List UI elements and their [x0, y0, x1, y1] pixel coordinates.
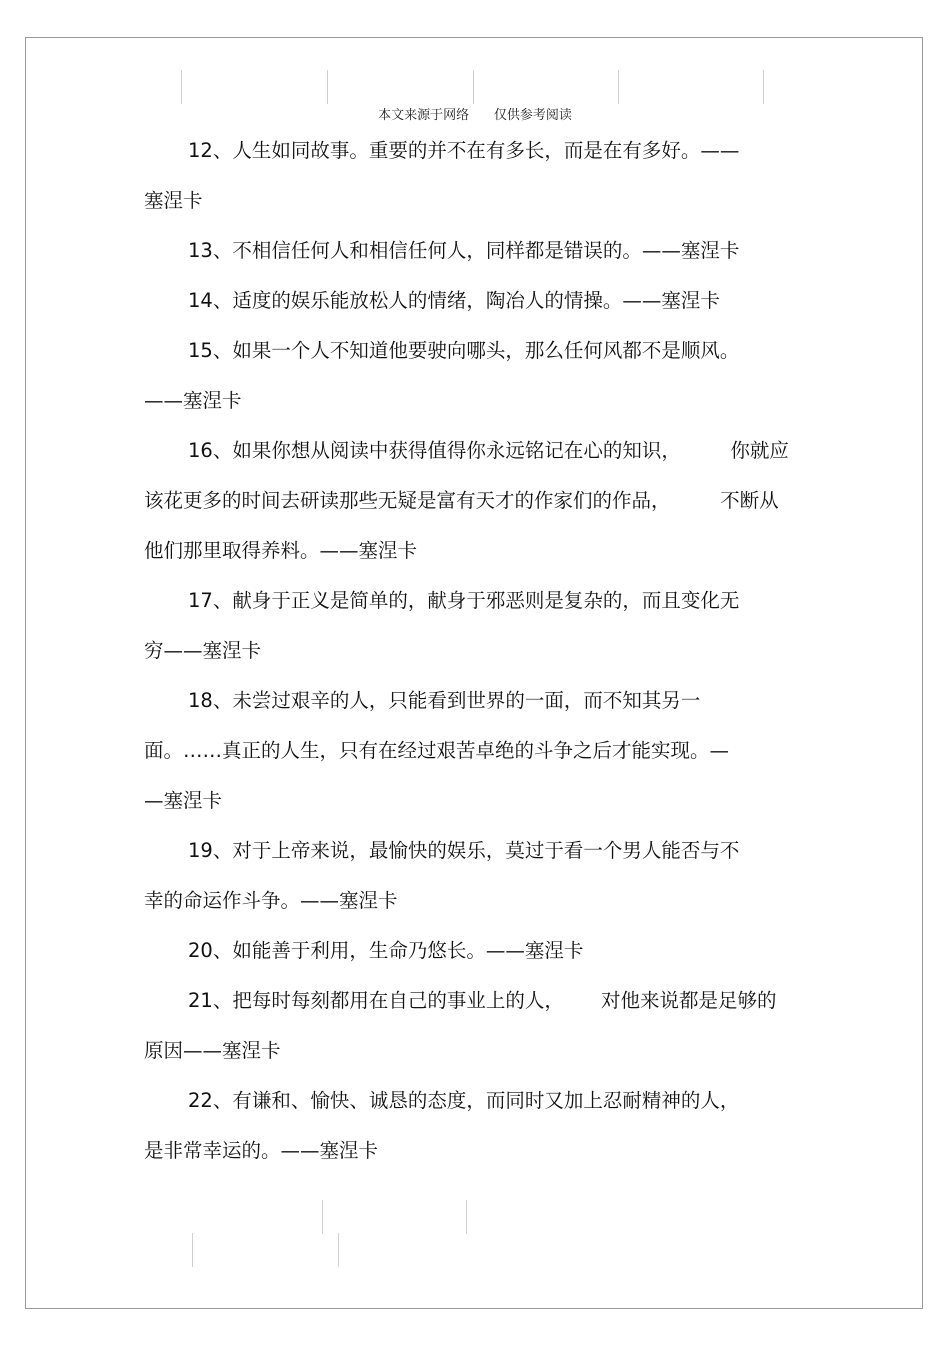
decor-rule — [618, 70, 619, 104]
decor-rule — [327, 70, 328, 104]
body-line: 是非常幸运的。——塞涅卡 — [144, 1139, 379, 1162]
body-line: 12、人生如同故事。重要的并不在有多长，而是在有多好。—— — [188, 139, 740, 162]
decor-rule — [763, 70, 764, 104]
page-frame — [25, 37, 923, 1309]
header-note: 本文来源于网络 仅供参考阅读 — [378, 108, 572, 123]
body-line: 该花更多的时间去研读那些无疑是富有天才的作家们的作品， 不断从 — [144, 489, 779, 512]
decor-rule — [322, 1200, 323, 1234]
decor-rule — [181, 70, 182, 104]
body-line: 面。……真正的人生，只有在经过艰苦卓绝的斗争之后才能实现。— — [144, 739, 730, 762]
body-line: 21、把每时每刻都用在自己的事业上的人， 对他来说都是足够的 — [188, 989, 777, 1012]
body-line: 14、适度的娱乐能放松人的情绪，陶冶人的情操。——塞涅卡 — [188, 289, 720, 312]
body-line: 原因——塞涅卡 — [144, 1039, 281, 1062]
body-line: 幸的命运作斗争。——塞涅卡 — [144, 889, 398, 912]
body-line: 13、不相信任何人和相信任何人，同样都是错误的。——塞涅卡 — [188, 239, 740, 262]
body-line: 20、如能善于利用，生命乃悠长。——塞涅卡 — [188, 939, 584, 962]
body-line: —塞涅卡 — [144, 789, 223, 812]
decor-rule — [473, 70, 474, 104]
body-line: 穷——塞涅卡 — [144, 639, 262, 662]
body-line: 他们那里取得养料。——塞涅卡 — [144, 539, 418, 562]
decor-rule — [466, 1200, 467, 1234]
body-line: ——塞涅卡 — [144, 389, 242, 412]
body-line: 塞涅卡 — [144, 189, 203, 212]
body-line: 18、未尝过艰辛的人，只能看到世界的一面，而不知其另一 — [188, 689, 701, 712]
decor-rule — [338, 1233, 339, 1267]
body-line: 22、有谦和、愉快、诚恳的态度，而同时又加上忍耐精神的人， — [188, 1089, 740, 1112]
body-line: 19、对于上帝来说，最愉快的娱乐，莫过于看一个男人能否与不 — [188, 839, 740, 862]
body-line: 15、如果一个人不知道他要驶向哪头，那么任何风都不是顺风。 — [188, 339, 740, 362]
body-line: 16、如果你想从阅读中获得值得你永远铭记在心的知识， 你就应 — [188, 439, 789, 462]
body-line: 17、献身于正义是简单的，献身于邪恶则是复杂的，而且变化无 — [188, 589, 740, 612]
decor-rule — [192, 1233, 193, 1267]
